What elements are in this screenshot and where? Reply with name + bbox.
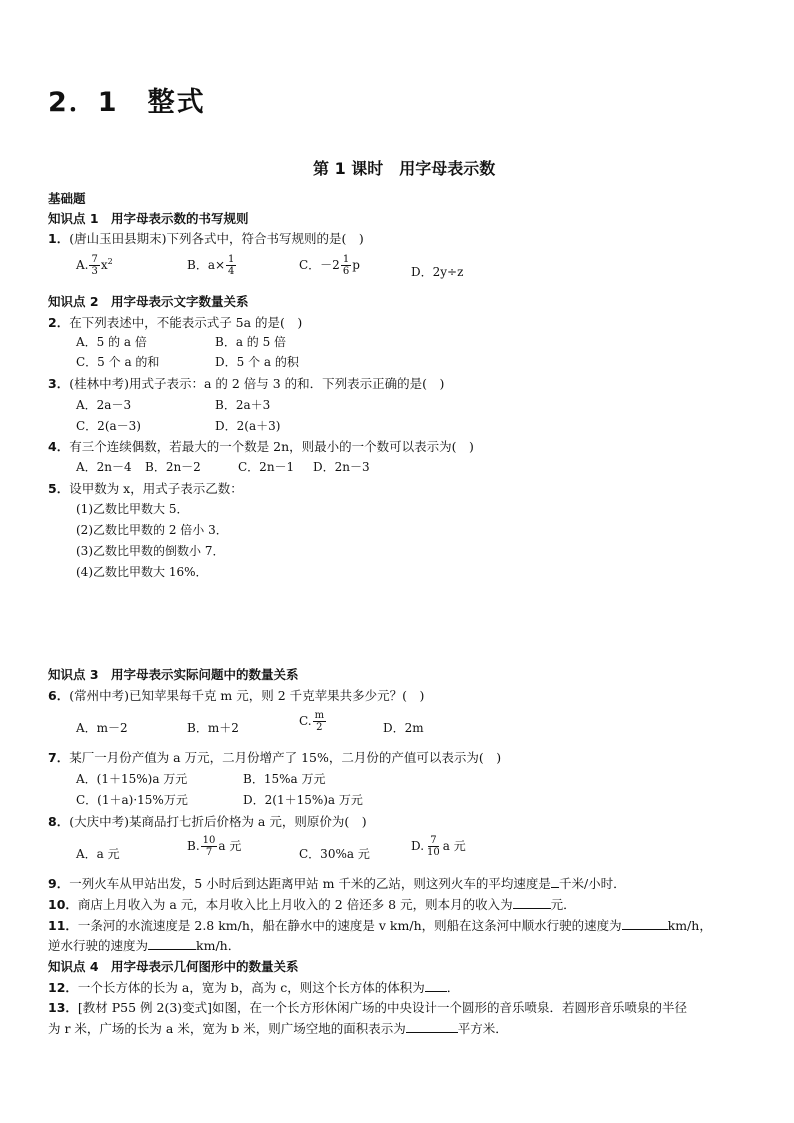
section-knowledge-4: 知识点 4 用字母表示几何图形中的数量关系 xyxy=(48,959,299,974)
question-number: 9． xyxy=(48,876,70,891)
section-knowledge-3: 知识点 3 用字母表示实际问题中的数量关系 xyxy=(48,667,299,682)
question-9 xyxy=(48,874,626,892)
question-text-end: km/h， xyxy=(667,918,712,933)
question-1 xyxy=(48,229,364,247)
question-text-end: 千米/小时． xyxy=(558,876,626,891)
lesson-subtitle: 第 1 课时 用字母表示数 xyxy=(313,159,496,178)
option-label: C．－2 xyxy=(299,258,340,272)
option-suffix: a 元 xyxy=(218,839,242,853)
variable: p xyxy=(352,258,360,272)
question-11-line-2 xyxy=(48,936,240,954)
fraction xyxy=(425,835,442,858)
fraction xyxy=(89,254,99,277)
q2-option-a: A．5 的 a 倍 xyxy=(76,335,147,349)
question-number: 4． xyxy=(48,439,70,454)
question-number: 7． xyxy=(48,750,70,765)
question-text-end: km/h． xyxy=(196,938,241,953)
question-2 xyxy=(48,313,302,331)
denominator: 2 xyxy=(316,722,323,733)
denominator: 4 xyxy=(228,266,235,277)
numerator: 1 xyxy=(342,254,350,265)
option-suffix: a 元 xyxy=(442,839,466,853)
q8-option-c: C．30%a 元 xyxy=(299,847,370,861)
numerator: 10 xyxy=(202,835,216,846)
question-text-end: 平方米． xyxy=(457,1021,508,1036)
question-number: 10． xyxy=(48,897,78,912)
q8-option-a: A．a 元 xyxy=(76,847,120,861)
q2-option-c: C．5 个 a 的和 xyxy=(76,355,160,369)
q5-part-4: (4)乙数比甲数大 16%． xyxy=(76,565,208,579)
q4-option-b: B．2n－2 xyxy=(145,460,201,474)
section-knowledge-2: 知识点 2 用字母表示文字数量关系 xyxy=(48,294,249,309)
option-label: A. xyxy=(76,258,89,272)
question-text: (桂林中考)用式子表示：a 的 2 倍与 3 的和．下列表示正确的是( ) xyxy=(69,376,445,391)
question-text: (唐山玉田县期末)下列各式中，符合书写规则的是( ) xyxy=(69,231,364,246)
question-text: 在下列表述中，不能表示式子 5a 的是( ) xyxy=(69,315,303,330)
fraction xyxy=(226,254,236,277)
answer-blank[interactable] xyxy=(551,877,559,888)
q6-option-c xyxy=(299,710,327,733)
question-text: 一条河的水流速度是 2.8 km/h，船在静水中的速度是 v km/h，则船在这条河中顺水行驶的速度为 xyxy=(77,918,622,933)
question-8 xyxy=(48,812,367,830)
answer-blank[interactable] xyxy=(425,981,447,992)
q4-option-c: C．2n－1 xyxy=(238,460,295,474)
section-basic: 基础题 xyxy=(48,191,86,206)
question-5 xyxy=(48,479,243,497)
question-text: (大庆中考)某商品打七折后价格为 a 元，则原价为( ) xyxy=(69,814,367,829)
option-label: B. xyxy=(187,839,200,853)
answer-blank[interactable] xyxy=(406,1022,458,1033)
fraction xyxy=(201,835,218,858)
q4-option-d: D．2n－3 xyxy=(313,460,370,474)
question-number: 2． xyxy=(48,315,70,330)
question-number: 8． xyxy=(48,814,70,829)
denominator: 7 xyxy=(205,847,213,858)
q5-part-1: (1)乙数比甲数大 5． xyxy=(76,502,189,516)
q3-option-a: A．2a－3 xyxy=(76,398,132,412)
option-label: B．a× xyxy=(187,258,226,272)
denominator: 6 xyxy=(342,266,350,277)
question-text: (常州中考)已知苹果每千克 m 元，则 2 千克苹果共多少元？( ) xyxy=(69,688,425,703)
q7-option-c: C．(1＋a)·15%万元 xyxy=(76,793,188,807)
question-number: 3． xyxy=(48,376,70,391)
option-label: D. xyxy=(411,839,425,853)
question-11 xyxy=(48,916,712,934)
question-number: 5． xyxy=(48,481,70,496)
q3-option-d: D．2(a＋3) xyxy=(215,419,281,433)
answer-blank[interactable] xyxy=(148,939,196,950)
q4-option-a: A．2n－4 xyxy=(76,460,132,474)
q6-option-b: B．m＋2 xyxy=(187,721,239,735)
q7-option-d: D．2(1＋15%)a 万元 xyxy=(243,793,363,807)
answer-blank[interactable] xyxy=(513,898,551,909)
numerator: 7 xyxy=(91,254,98,265)
question-number: 12． xyxy=(48,980,78,995)
q1-option-b xyxy=(187,254,237,277)
question-10 xyxy=(48,895,576,913)
question-13-line-2 xyxy=(48,1019,508,1037)
question-number: 11． xyxy=(48,918,78,933)
question-text-end: 元． xyxy=(550,897,576,912)
q6-option-a: A．m－2 xyxy=(76,721,128,735)
q6-option-d: D．2m xyxy=(383,721,424,735)
question-text: 为 r 米，广场的长为 a 米，宽为 b 米，则广场空地的面积表示为 xyxy=(48,1021,406,1036)
question-6 xyxy=(48,686,424,704)
q1-option-c xyxy=(299,254,360,277)
question-number: 13． xyxy=(48,1000,78,1015)
numerator: 1 xyxy=(228,254,235,265)
q1-option-d: D．2y÷z xyxy=(411,265,464,279)
question-text: 一列火车从甲站出发，5 小时后到达距离甲站 m 千米的乙站，则这列火车的平均速度是 xyxy=(69,876,551,891)
question-text: 某厂一月份产值为 a 万元，二月份增产了 15%，二月份的产值可以表示为( ) xyxy=(69,750,502,765)
q7-option-a: A．(1＋15%)a 万元 xyxy=(76,772,188,786)
q8-option-b xyxy=(187,835,241,858)
q1-option-a xyxy=(76,254,113,277)
question-text: 设甲数为 x，用式子表示乙数： xyxy=(69,481,243,496)
fraction xyxy=(313,710,326,733)
section-knowledge-1: 知识点 1 用字母表示数的书写规则 xyxy=(48,211,249,226)
question-13 xyxy=(48,998,687,1016)
q3-option-b: B．2a＋3 xyxy=(215,398,271,412)
numerator: m xyxy=(314,710,325,721)
q2-option-d: D．5 个 a 的积 xyxy=(215,355,299,369)
denominator: 3 xyxy=(91,266,98,277)
question-3 xyxy=(48,374,444,392)
numerator: 7 xyxy=(430,835,437,846)
question-number: 1． xyxy=(48,231,70,246)
variable: x xyxy=(100,258,108,272)
exponent: 2 xyxy=(107,257,113,266)
option-label: C. xyxy=(299,714,312,728)
question-text: 有三个连续偶数，若最大的一个数是 2n，则最小的一个数可以表示为( ) xyxy=(69,439,474,454)
question-text: 逆水行驶的速度为 xyxy=(48,938,149,953)
page-title: 2．1 整式 xyxy=(48,87,206,118)
q8-option-d xyxy=(411,835,466,858)
q2-option-b: B．a 的 5 倍 xyxy=(215,335,287,349)
question-text-end: ． xyxy=(446,980,460,995)
q5-part-3: (3)乙数比甲数的倒数小 7． xyxy=(76,544,225,558)
question-text: [教材 P55 例 2(3)变式]如图，在一个长方形休闲广场的中央设计一个圆形的音乐喷泉．若圆形音乐喷泉的半径 xyxy=(77,1000,688,1015)
answer-blank[interactable] xyxy=(622,919,668,930)
denominator: 10 xyxy=(427,847,440,858)
fraction xyxy=(341,254,351,277)
question-text: 一个长方体的长为 a，宽为 b，高为 c，则这个长方体的体积为 xyxy=(77,980,425,995)
question-7 xyxy=(48,748,501,766)
question-text: 商店上月收入为 a 元，本月收入比上月收入的 2 倍还多 8 元，则本月的收入为 xyxy=(77,897,513,912)
question-number: 6． xyxy=(48,688,70,703)
question-12 xyxy=(48,978,459,996)
q7-option-b: B．15%a 万元 xyxy=(243,772,326,786)
q3-option-c: C．2(a－3) xyxy=(76,419,141,433)
question-4 xyxy=(48,437,474,455)
q5-part-2: (2)乙数比甲数的 2 倍小 3． xyxy=(76,523,228,537)
